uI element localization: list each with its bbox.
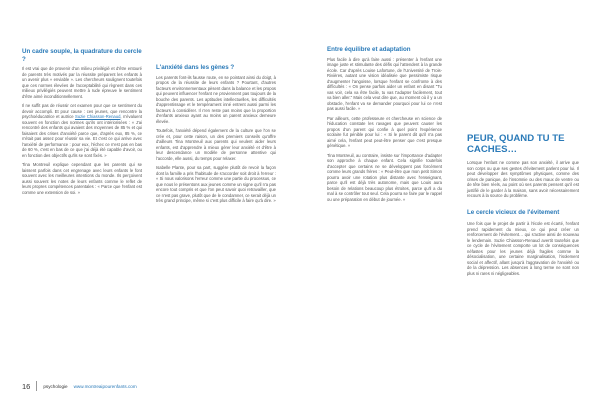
page-footer [22,381,137,391]
sidebar-title: PEUR, QUAND TU TE CACHES… [467,133,565,155]
paragraph-text: Il ne suffit pas de réussir cet examen pour que ce sentiment du devoir accompli. Et pour cause : ces jeunes, que rencontre la psychoéducatrice et autrice [22,103,142,120]
website-link[interactable]: www.montreaipourenfants.com [73,383,137,389]
page-number: 16 [22,381,31,391]
magazine-section: psychologie [43,383,68,389]
paragraph [22,103,142,158]
author-link[interactable]: Suzie Chiasson-Renaud [74,114,121,120]
section-heading: Entre équilibre et adaptation [327,46,411,53]
column-1 [22,48,142,199]
column-2 [156,64,276,208]
paragraph: Toutefois, l'anxiété dépend également de la culture que l'on se crée et, pour cette raison, un des premiers conseils qu'offre d'ailleurs Tina Montreuil aux parents qui veulent aider leurs enfants, est d'apprendre à mieux gérer leur anxiété et d'être à leur descendance un modèle de personne attentive qui l'accorde, elle aussi, du temps pour relaxer. [156,128,276,161]
paragraph: Plus facile à dire qu'à faire aussi : présenter à l'enfant une image juste et stimulante des défis qui l'attendent à la grande école. Car d'après Louise Lafortune, de l'Université de Trois-Rivières, autant une vision idéalisée que pessimiste risque d'augmenter l'angoisse, lorsque l'enfant se confronte à des difficultés : « On pense parfois aider un enfant en disant "Tu vas voir, cela va être facile, tu vas t'adapter facilement, tout va bien aller." Mais cela veut dire que, au moment où il y a un obstacle, l'enfant va se demander pourquoi pour lui ce n'est pas aussi facile. » [327,56,442,112]
column-3 [327,46,442,206]
paragraph: Une fois que le projet de partir à l'école est écarté, l'enfant prend rapidement du mieux, ce qui peut créer un renforcement de l'évitement… qui s'active ainsi de nouveau le lendemain. Suzie Chiasson-Renaud avertit toutefois que ce cycle de l'évitement comporte un lot de conséquences néfastes pour les jeunes déjà fragiles comme la désocialisation, une certaine marginalisation, l'isolement social et affectif, allant jusqu'à l'aggravation de l'anxiété ou de la dépression. Les absences à long terme ne sont non plus ni rares ni négligeables. [467,221,579,276]
paragraph: Tina Montreuil, au contraire, insiste sur l'importance d'adapter son approche à chaque enfant. Cela signifie toutefois d'accepter que certains ne se développent pas forcément comme leurs grands frères : « Peut-être que mon petit Simon pourra avoir une rotation plus distante avec l'enseignant, parce qu'il est déjà très autonome, mais que Louis aura besoin de relations beaucoup plus étroites, parce qu'il a du mal à se contrôler tout seul. Cela pourra se faire par le rappel ou une préparation en début de journée. » [327,152,442,202]
section-subheading: Le cercle vicieux de l'évitement [467,208,560,216]
divider [36,381,37,391]
paragraph: Les parents font-ils fausse route, en se pointant ainsi du doigt, à propos de la réussite de leurs enfants ? Pourtant, d'autres facteurs environnementaux pèsent dans la balance et les propos qui peuvent influencer l'enfant ne proviennent pas toujours de la bouche des parents. Les aptitudes intellectuelles, les difficultés d'apprentissage et le tempérament inné entrent aussi parmi les facteurs à considérer. Il n'en reste pas moins que la proportion d'enfants anxieux ayant au moins un parent anxieux demeure élevée. [156,74,276,124]
paragraph: Il est vrai que de provenir d'un milieu privilégié et d'être entouré de parents très motivés par la réussite préparent les enfants à un avenir plus « enviable ». Les chercheurs soulignent toutefois que ces normes élevées de l'acceptabilité qui règnent dans ces milieux privilégiés peuvent mettre à rude épreuve le sentiment d'être aimé inconditionnellement. [22,66,142,99]
column-4-sidebar [467,133,579,280]
paragraph: Isabelle Plante, pour sa part, suggère plutôt de revoir la façon dont la famille a pris l'habitude de s'accorder soit droit à l'erreur : « Si nous valorisons l'erreur comme une partie du processus, ce que nous le présentons aux jeunes comme un signe qu'il n'a pas encore tout compris et que l'on peut savoir quoi retravailler, que ce n'est pas grave, plutôt que de le condamner, ce serait déjà un très grand principe, même si c'est plus difficile à faire qu'à dire. » [156,165,276,204]
paragraph: Par ailleurs, cette professeure et chercheuse en science de l'éducation constate les ravages que peuvent causer les propos d'un parent qui confie à quel point l'expérience scolaire fut pénible pour lui : « Si le parent dit qu'il n'a pas aimé cela, l'enfant peut peut-être penser que c'est presque génétique. » [327,115,442,149]
section-heading: L'anxiété dans les gènes ? [156,64,235,71]
section-heading: Un cadre souple, la quadrature du cercle ? [22,48,142,63]
paragraph: Lorsque l'enfant ne comme pas son anxiété, il arrive que son corps ou que ses gestes d'évitement parlent pour lui. Il peut développer des symptômes physiques, comme des crises de panique, de l'insomnie ou des maux de ventre ou de tête bien réels, au point où ses parents pensent qu'il est justifié de le garder à la maison, sans avoir nécessairement recours à la source du problème. [467,160,579,198]
paragraph-text: , n'évaluent souvent en fonction des normes qu'ils ont intériorisées : « J'ai rencontré des enfants qui avaient des moyennes de 85 % et qui faisaient des crises d'anxiété parce que, d'après eux, 85 %, ce n'était pas assez pour réussir sa vie. Et c'est ce qui arrive avec l'anxiété de performance : pour eux, l'échec ce n'est pas en bas de 60 %, c'est en bas de ce que j'ai déjà été capable d'avoir, ou en fonction des objectifs qu'ils se sont fixés. » [22,114,142,158]
paragraph: Tina Montreuil explique cependant que les parents qui se laissent parfois dans cet engrenage avec leurs enfants le font souvent avec les meilleures intentions du monde. Ils perçoivent aussi souvent les notes de leurs enfants comme le reflet de leurs propres compétences parentales : « Parce que l'enfant est comme une extension de soi. » [22,162,142,195]
